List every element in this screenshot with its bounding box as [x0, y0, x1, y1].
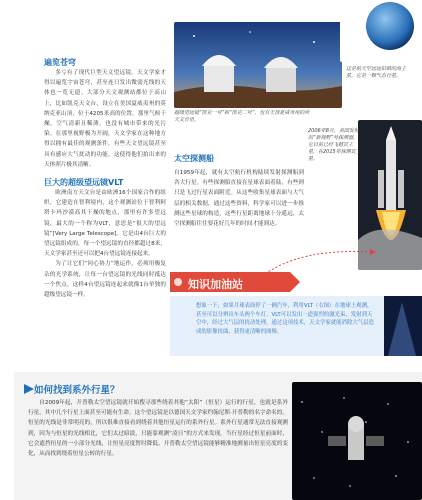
- knowledge-banner: [170, 268, 422, 296]
- knowledge-text: 想象一下，如果月球表面停了一辆汽车，利用VLT（右图）在地球上观测，甚至可以分辨出车头两个车灯。VLT可以发出一道强烈的激光束，发射到天空中，经过大气层的扰动处理，通过这项技术，天文学家就能消除大气层造成的影像扭曲，获得更清晰的图像。: [196, 303, 374, 335]
- section-text-vlt-2: 为了让它们“同心协力”地运作，必须用极复杂的光学系统，让每一台望远镜的光线同时抵达一个焦点，这样4台望远镜连起来就像1台单独的超级望远镜一样。: [44, 261, 166, 299]
- neptune-caption: 这是航天空远远拍摄的海王星。它是一颗气态行星。: [346, 66, 407, 79]
- section-title-sky: 遍览苍穹: [44, 58, 76, 67]
- knowledge-title: 知识加油站: [188, 278, 243, 291]
- rocket-caption: 2006年8月，美国发射的“新视野”号探测器，它目前已经飞越冥王星，在2015年探测冥王星。: [308, 128, 361, 162]
- bottom-paragraph: 自2009年起，开普勒太空望远镜就开始搜寻那些绕着其他“太阳”（恒星）运行的行星，也就是系外行星。其中几个行星上面甚至可能有生命。这个望远镜是以德国天文学家约翰尼斯·开普勒的名字命名的。恒星的光线是非常明亮的，所以很难直接看到绕着其他恒星运行的系外行星。系外行星通常无法直接观测到，因为与恒星的光线相比，它们太过暗淡，只能靠观测“凌日”的方式来发现。当行星经过恒星前面时，它会遮挡恒星的一小部分光线，让恒星亮度暂时降低。开普勒太空望远镜能够精准地测量出恒星亮度的变化，从而找到绕着恒星公转的行星。: [28, 400, 288, 458]
- space-telescope-image: [292, 382, 422, 500]
- observatory-image: [174, 22, 342, 108]
- section-text-vlt-1: 欧洲南方天文台是由欧洲16个国家合作的组织。它建造在智利境内，这个观测站位于智利阿塔卡玛沙漠高其干燥的地点，那里有许多望远镜，最大的一个称为VLT，意思是“很大的望远镜”[Very Large Telescope]。它是由4台巨大的望远镜组成的，每一个望远镜的直径都超过8米，天文学家甚至还可以把4台望远镜连接起来。: [44, 190, 166, 258]
- neptune-image: [340, 0, 422, 62]
- probe-title: 太空探测船: [174, 154, 214, 163]
- probe-text: 自1959年起，就有太空航行机构陆续发射探测船到各大行星。有些探测船直接在星球表面着陆，有些则只是飞过行星表面附近。从这些收集星球表面与大气层的相关数据，通过这些资料，科学家可以进一步推测这些星球的构造，这些行星距离地球十分遥远，太空探测船往往要花好几年的时间才能到达。: [174, 170, 304, 228]
- section-text-sky: 多亏有了现代巨型天文望远镜，天文学家才得以遍览宇宙苍穹，甚至连只发出微弱光线的天体也一览无遗。大部分天文观测站都位于高山上，比如凯克天文台，设立在美国夏威夷州的莫纳克亚山顶，位于4205米高的位置。那里气候干燥，空气清新且稀薄，也没有城市带来的光污染。在那里视野极为开阔，天文学家在这种地方得以拥有最佳的观测条件。有些天文望远镜甚至具有感应大气扰动的功能，这使得他们拍出来的天体照片极其清晰。: [44, 70, 166, 168]
- observatory-caption: 超级望远镜“凯克一号”和“凯克二号”，也有天顶夏威夷州的所天文台里。: [174, 110, 310, 123]
- bottom-title: 如何找到系外行星？: [34, 385, 120, 396]
- bottom-text: [28, 398, 288, 459]
- title-marker-icon: [24, 384, 34, 394]
- section-title-vlt: 巨大的超级望远镜VLT: [44, 178, 124, 188]
- left-column: [44, 58, 166, 300]
